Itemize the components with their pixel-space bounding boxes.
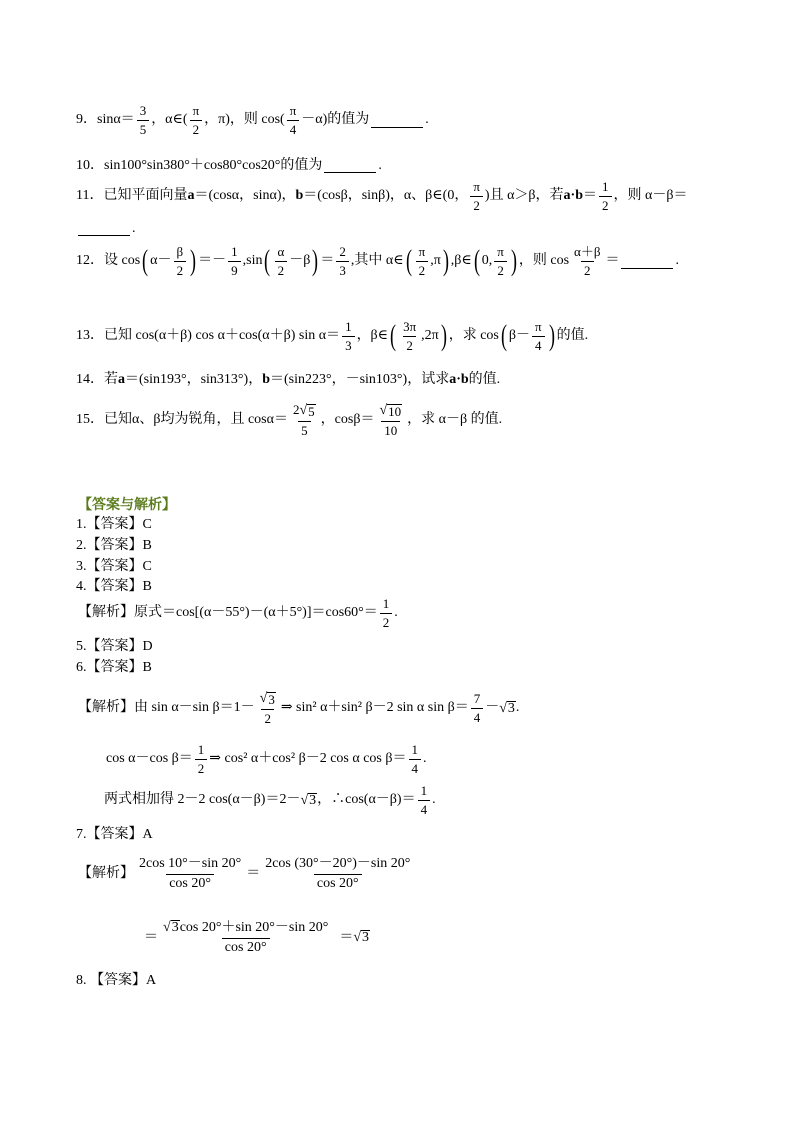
answer-6: 6.【答案】B [76, 660, 152, 675]
question-15: 15．已知α、β均为锐角，且 cosα＝ 2 √ 5 5 ，cosβ＝ √ 10 10 ，求 α－β 的值. [76, 402, 503, 438]
answer-2: 2.【答案】B [76, 538, 152, 553]
question-12: 12．设 cos ( α－ $\frac{\beta}{2}$ ) ＝－ $\frac{1}{9}$ ,sin ( $\frac{\alpha}{2}$ －β ) ＝ $\frac{2}{3}$ ,其中 α∈ ( $\frac{\pi}{2}$ ,π ) ,β∈ ( 0, $\frac{\pi}{2}$ ) ，则 cos $\frac{\alpha+\beta}{2}$ ＝ . [76, 244, 679, 278]
fraction: $\frac{3}{5}$ [137, 104, 150, 136]
answer-4: 4.【答案】B [76, 579, 152, 594]
explanation-6-line-1: 【解析】由 sin α－sin β＝1－ √ 3 2 ⇒ sin² α＋sin² β－2 sin α sin β＝ $\frac{7}{4}$ － √ 3 . [78, 691, 520, 726]
explanation-7-line-1: 【解析】 $\frac{2\cos 10^\circ-\sin 20^\circ}{\cos 20^\circ}$ ＝ $\frac{2\cos (30^\circ-20^\circ)-\sin 20^\circ}{\cos 20^\circ}$ [78, 857, 734, 891]
question-11-blank-line: . [76, 221, 734, 236]
fraction: $\frac{\pi}{4}$ [532, 320, 545, 352]
answer-blank [78, 221, 130, 236]
explanation-6-line-2: cos α－cos β＝ $\frac{1}{2}$ ⇒ cos² α＋cos² β－2 cos α cos β＝ $\frac{1}{4}$ . [106, 742, 427, 776]
fraction: $\frac{1}{3}$ [342, 320, 355, 352]
question-13: 13．已知 cos(α＋β) cos α＋cos(α＋β) sin α＝ $\frac{1}{3}$ ，β∈ ( $\frac{3\pi}{2}$ ,2π ) ，求 cos ( β－ $\frac{\pi}{4}$ ) 的值. [76, 319, 589, 353]
fraction: $\frac{7}{4}$ [471, 692, 484, 724]
answer-blank [371, 113, 423, 128]
explanation-6-line-3: 两式相加得 2－2 cos(α－β)＝2－ √ 3 ，∴cos(α－β)＝ $\frac{1}{4}$ . [104, 783, 436, 817]
fraction: $\frac{\alpha}{2}$ [274, 245, 287, 277]
fraction: $\frac{2}{3}$ [336, 245, 349, 277]
fraction: $\frac{1}{4}$ [409, 743, 422, 775]
fraction: $\frac{\pi}{4}$ [287, 104, 300, 136]
question-11: 11．已知平面向量 a ＝(cosα，sinα)， b ＝(cosβ，sinβ)，α、β∈(0， $\frac{\pi}{2}$ )且 α＞β，若 a·b ＝ $\frac{1}{2}$ ，则 α－β＝ [76, 179, 688, 213]
answer-blank [621, 254, 673, 269]
question-14: 14．若 a ＝(sin193°，sin313°)， b ＝(sin223°，－sin103°)，试求 a·b 的值. [76, 372, 501, 387]
answers-heading: 【答案与解析】 [78, 498, 176, 513]
fraction: $\frac{3\pi}{2}$ [403, 319, 417, 353]
fraction: $\frac{1}{2}$ [599, 180, 612, 212]
fraction: $\frac{\pi}{2}$ [190, 104, 203, 136]
fraction: $\frac{\pi}{2}$ [470, 180, 483, 212]
fraction: √ 3 cos 20°＋sin 20°－sin 20° cos 20° [163, 920, 329, 955]
fraction: $\frac{2\cos 10^\circ-\sin 20^\circ}{\cos 20^\circ}$ [139, 856, 242, 891]
fraction: 2 √ 5 5 [292, 402, 315, 438]
fraction: $\frac{2\cos (30^\circ-20^\circ)-\sin 20^\circ}{\cos 20^\circ}$ [265, 856, 411, 891]
fraction: $\frac{\pi}{2}$ [494, 245, 507, 277]
answer-blank [324, 158, 376, 173]
fraction: $\frac{\alpha+\beta}{2}$ [574, 244, 601, 278]
answer-8: 8. 【答案】A [76, 973, 157, 988]
fraction: $\frac{\pi}{2}$ [416, 245, 429, 277]
fraction: $\frac{1}{9}$ [228, 245, 241, 277]
fraction: $\frac{1}{2}$ [380, 597, 393, 629]
fraction: √ 3 2 [259, 691, 275, 726]
question-9: 9． sinα＝ $\frac{3}{5}$ ，α∈( $\frac{\pi}{2}$ ，π)，则 cos( $\frac{\pi}{4}$ －α)的值为 . [76, 103, 429, 137]
answer-5: 5.【答案】D [76, 639, 153, 654]
answer-1: 1.【答案】C [76, 517, 152, 532]
answer-7: 7.【答案】A [76, 827, 153, 842]
explanation-7-line-2: ＝ √ 3 cos 20°＋sin 20°－sin 20° cos 20° ＝ √ 3 [144, 920, 370, 955]
answer-3: 3.【答案】C [76, 559, 152, 574]
explanation-4: 【解析】原式＝cos[(α－55°)－(α＋5°)]＝cos60°＝ $\frac{1}{2}$ . [78, 596, 398, 630]
fraction: $\frac{1}{2}$ [195, 743, 208, 775]
question-10: 10．sin100°sin380°＋cos80°cos20°的值为 . [76, 157, 382, 173]
fraction: $\frac{\beta}{2}$ [174, 245, 187, 277]
fraction: $\frac{1}{4}$ [418, 784, 431, 816]
fraction: √ 10 10 [379, 403, 402, 438]
